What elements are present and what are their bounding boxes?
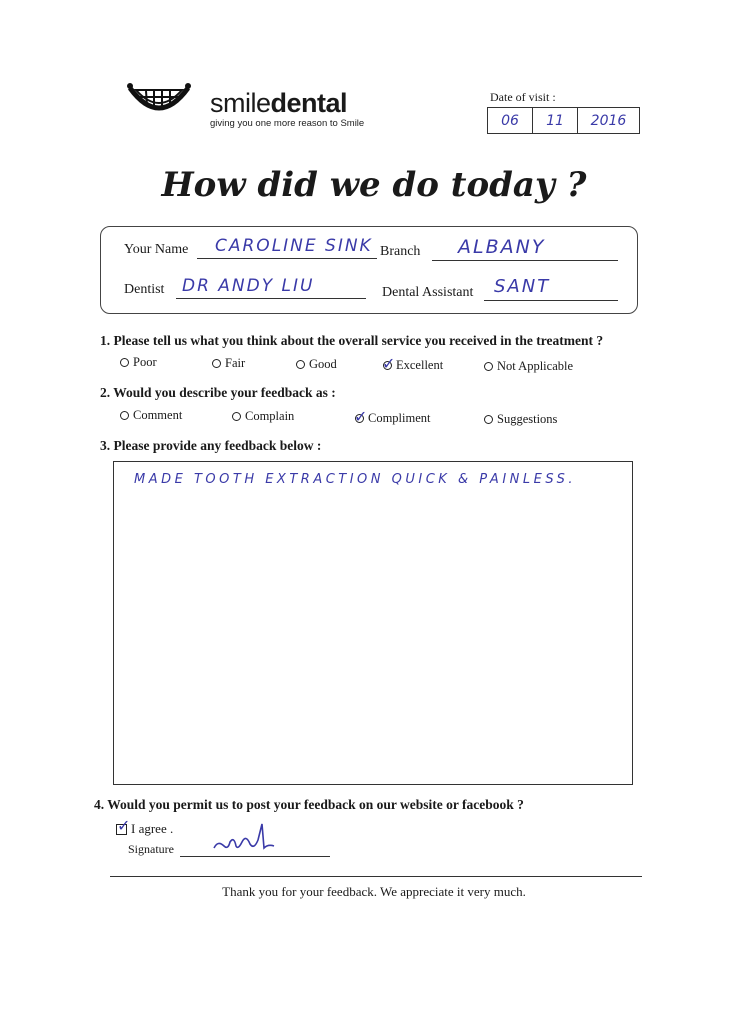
- q2-option-complain[interactable]: Complain: [232, 409, 294, 424]
- assistant-label: Dental Assistant: [382, 285, 474, 300]
- question-3: 3. Please provide any feedback below :: [100, 438, 322, 453]
- branch-field[interactable]: [432, 236, 618, 261]
- dentist-value: DR ANDY LIU: [182, 276, 315, 296]
- radio-checked-icon: ✓: [354, 409, 368, 426]
- visit-month: 11: [533, 108, 578, 133]
- q1-option-good[interactable]: Good: [296, 357, 337, 372]
- feedback-textarea[interactable]: [113, 461, 633, 785]
- branch-label: Branch: [380, 244, 421, 259]
- q2-option-suggestions[interactable]: Suggestions: [484, 412, 557, 427]
- agree-checkbox[interactable]: ✓ I agree .: [117, 817, 174, 836]
- brand-name: smiledental: [210, 88, 348, 118]
- radio-icon: [232, 412, 241, 421]
- radio-icon: [212, 359, 221, 368]
- branch-value: ALBANY: [458, 236, 546, 258]
- date-of-visit-box: [487, 107, 640, 134]
- visit-day: 06: [488, 108, 533, 133]
- brand-tagline: giving you one more reason to Smile: [210, 118, 365, 129]
- feedback-text: MADE TOOTH EXTRACTION QUICK & PAINLESS.: [134, 472, 577, 487]
- question-4: 4. Would you permit us to post your feedback on our website or facebook ?: [94, 797, 524, 812]
- footer-message: Thank you for your feedback. We appreciate it very much.: [222, 884, 526, 899]
- checkbox-checked-icon: ✓: [117, 817, 131, 835]
- logo-smile-icon: [124, 78, 194, 128]
- name-label: Your Name: [124, 242, 189, 257]
- assistant-value: SANT: [494, 276, 551, 297]
- signature-label: Signature: [128, 842, 174, 856]
- q1-option-excellent[interactable]: ✓ Excellent: [382, 356, 444, 373]
- q1-option-fair[interactable]: Fair: [212, 356, 245, 371]
- radio-icon: [484, 362, 493, 371]
- question-2: 2. Would you describe your feedback as :: [100, 385, 336, 400]
- footer-divider: [110, 876, 642, 877]
- radio-icon: [120, 411, 129, 420]
- date-of-visit-label: Date of visit :: [490, 90, 556, 104]
- radio-icon: [120, 358, 129, 367]
- q2-option-comment[interactable]: Comment: [120, 408, 182, 423]
- page-title: How did we do today ?: [161, 165, 587, 205]
- signature-scribble: [210, 818, 290, 858]
- q1-option-not-applicable[interactable]: Not Applicable: [484, 359, 573, 374]
- name-field[interactable]: [197, 238, 377, 259]
- assistant-field[interactable]: [484, 276, 618, 301]
- dentist-label: Dentist: [124, 282, 165, 297]
- visit-year: 2016: [590, 112, 627, 129]
- dentist-field[interactable]: [176, 278, 366, 299]
- radio-icon: [296, 360, 305, 369]
- question-1: 1. Please tell us what you think about the overall service you received in the treatment ?: [100, 333, 604, 348]
- q1-option-poor[interactable]: Poor: [120, 355, 157, 370]
- radio-icon: [484, 415, 493, 424]
- q2-option-compliment[interactable]: ✓ Compliment: [354, 409, 431, 426]
- radio-checked-icon: ✓: [382, 356, 396, 373]
- name-value: CAROLINE SINK: [215, 236, 373, 256]
